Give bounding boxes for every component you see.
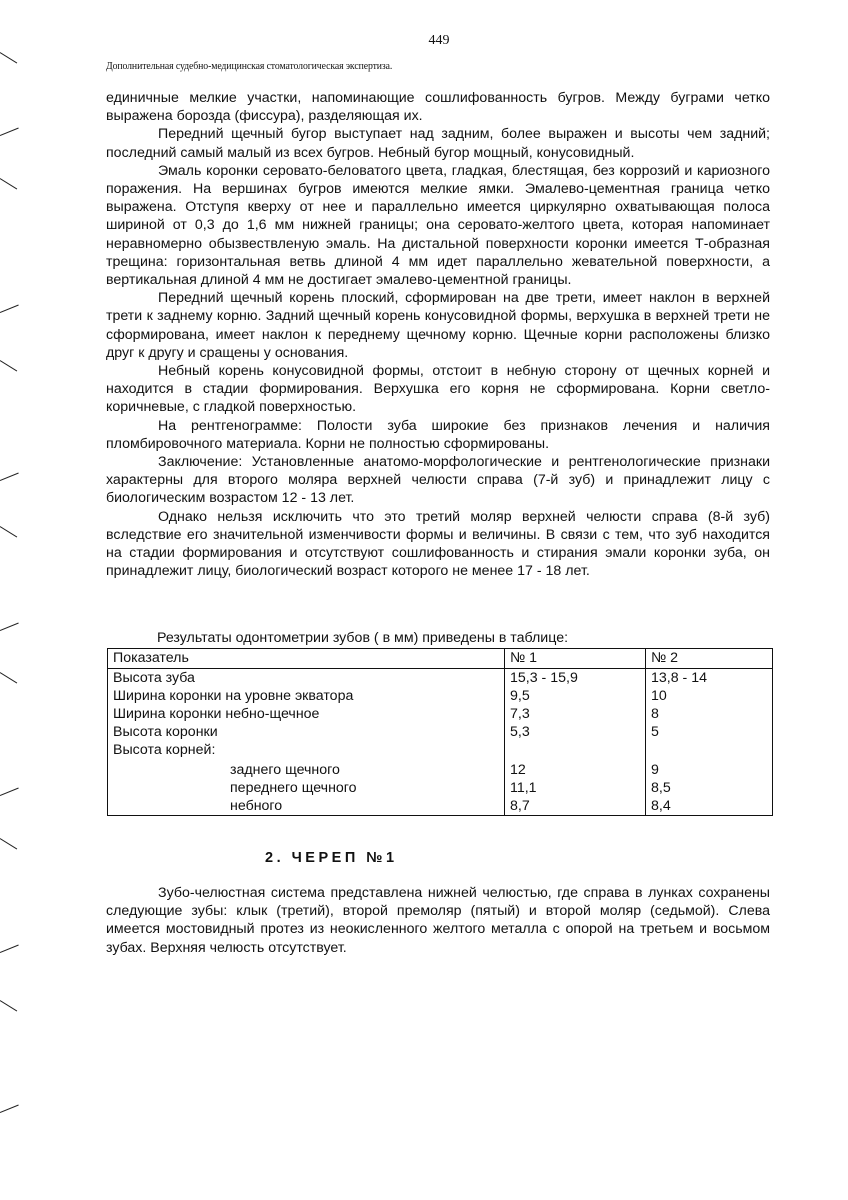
paragraph: единичные мелкие участки, напоминающие сошлифованность бугров. Между буграми четко выражена борозда (фиссура), разделяющая их. xyxy=(106,90,770,125)
margin-mark xyxy=(0,1000,17,1011)
paragraph: Однако нельзя исключить что это третий моляр верхней челюсти справа (8-й зуб) вследствие его значительной изменчивости формы и величины. В связи с тем, что зуб находится на стадии формирования и отсутствуют сошлифованность и стирания эмали коронки зуба, он принадлежит лицу, биологический возраст которого не менее 17 - 18 лет. xyxy=(106,508,770,580)
table-row xyxy=(108,669,773,688)
table-cell: 9,5 xyxy=(505,687,646,705)
margin-mark xyxy=(0,672,17,683)
paragraph: Эмаль коронки серовато-беловатого цвета, гладкая, блестящая, без коррозий и кариозного поражения. На вершинах бугров имеются мелкие ямки. Эмалево-цементная граница четко выражена. Отступя кверху от нее и параллельно имеется циркулярно охватывающая полоса шириной от 0,3 до 1,6 мм нижней границы; она серовато-желтого цвета, которая напоминает неравномерно обызвествленую эмаль. На дистальной поверхности коронки имеется Т-образная трещина: горизонтальная ветвь длиной 4 мм идет параллельно жевательной поверхности, а вертикальная длиной 4 мм не достигает эмалево-цементной границы. xyxy=(106,162,770,289)
margin-mark xyxy=(0,473,19,481)
paragraph: На рентгенограмме: Полости зуба широкие без признаков лечения и наличия пломбировочного материала. Корни не полностью сформированы. xyxy=(106,417,770,452)
table-cell: 13,8 - 14 xyxy=(646,669,773,688)
table-row xyxy=(108,779,773,797)
margin-mark xyxy=(0,52,17,63)
running-header: Дополнительная судебно-медицинская стоматологическая экспертиза. xyxy=(106,61,393,72)
table-cell: 8,4 xyxy=(646,797,773,816)
table-cell: Ширина коронки на уровне экватора xyxy=(108,687,505,705)
conclusion-paragraph: Заключение: Установленные анатомо-морфологические и рентгенологические признаки характерны для второго моляра верхней челюсти справа (7-й зуб) и принадлежит лицу с биологическим возрастом 12 - 13 лет. xyxy=(106,454,770,507)
table-header-row xyxy=(108,649,773,669)
margin-mark xyxy=(0,128,19,136)
table-row xyxy=(108,759,773,779)
body-text xyxy=(106,89,770,580)
table-cell: небного xyxy=(108,797,505,816)
paragraph: Зубо-челюстная система представлена нижней челюстью, где справа в лунках сохранены следующие зубы: клык (третий), второй премоляр (пятый) и второй моляр (седьмой). Слева имеется мостовидный протез из неокисленного желтого металла с опорой на третьем и восьмом зубах. Верхняя челюсть отсутствует. xyxy=(106,885,770,956)
table-caption: Результаты одонтометрии зубов ( в мм) приведены в таблице: xyxy=(157,630,569,646)
table-cell: 5 xyxy=(646,723,773,741)
table-header-cell: Показатель xyxy=(108,649,505,669)
table-cell: 8,7 xyxy=(505,797,646,816)
table-cell: Высота зуба xyxy=(108,669,505,688)
table-row xyxy=(108,723,773,741)
odontometry-table xyxy=(107,648,773,816)
paragraph: Передний щечный корень плоский, сформирован на две трети, имеет наклон в верхней трети к заднему корню. Задний щечный корень конусовидной формы, верхушка в верхней трети не сформирована, имеет наклон к переднему щечному корню. Щечные корни расположены близко друг к другу и сращены у основания. xyxy=(106,290,770,361)
table-cell: 12 xyxy=(505,759,646,779)
table-cell: 9 xyxy=(646,759,773,779)
table-cell: 15,3 - 15,9 xyxy=(505,669,646,688)
table-cell: 8,5 xyxy=(646,779,773,797)
table-row xyxy=(108,705,773,723)
margin-mark xyxy=(0,788,19,796)
margin-mark xyxy=(0,178,17,189)
table-cell: 10 xyxy=(646,687,773,705)
paragraph: Передний щечный бугор выступает над задним, более выражен и высоты чем задний; последний самый малый из всех бугров. Небный бугор мощный, конусовидный. xyxy=(106,126,770,161)
table-cell: заднего щечного xyxy=(108,759,505,779)
page-number: 449 xyxy=(428,33,450,48)
table-row xyxy=(108,687,773,705)
table-cell: переднего щечного xyxy=(108,779,505,797)
margin-mark xyxy=(0,1105,19,1113)
table-cell: Высота коронки xyxy=(108,723,505,741)
margin-mark xyxy=(0,838,17,849)
table-row xyxy=(108,741,773,759)
margin-mark xyxy=(0,360,17,371)
table-cell: 8 xyxy=(646,705,773,723)
table-cell: Высота корней: xyxy=(108,741,505,759)
margin-mark xyxy=(0,623,19,631)
table-cell: Ширина коронки небно-щечное xyxy=(108,705,505,723)
table-cell: 11,1 xyxy=(505,779,646,797)
section-heading: 2. ЧЕРЕП №1 xyxy=(265,850,398,866)
section-text xyxy=(106,884,770,957)
table-header-cell: № 1 xyxy=(505,649,646,669)
table-cell: 5,3 xyxy=(505,723,646,741)
paragraph: Небный корень конусовидной формы, отстоит в небную сторону от щечных корней и находится в стадии формирования. Верхушка его корня не сформирована. Корни светло-коричневые, с гладкой поверхностью. xyxy=(106,363,770,416)
margin-mark xyxy=(0,526,17,537)
table-cell xyxy=(505,741,646,759)
margin-mark xyxy=(0,305,19,313)
table-header-cell: № 2 xyxy=(646,649,773,669)
table-cell: 7,3 xyxy=(505,705,646,723)
margin-mark xyxy=(0,945,19,953)
table-cell xyxy=(646,741,773,759)
table-row xyxy=(108,797,773,816)
